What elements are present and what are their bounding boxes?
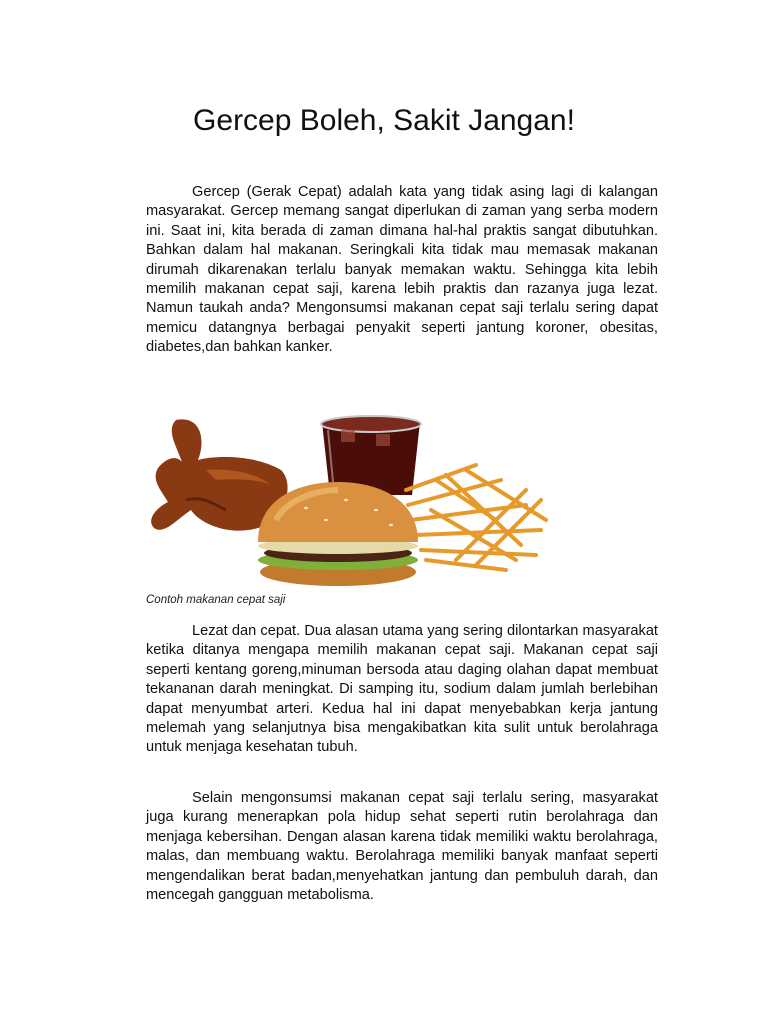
paragraph-lifestyle: Selain mengonsumsi makanan cepat saji terlalu sering, masyarakat juga kurang menerapkan pola hidup sehat seperti rutin berolahraga dan menjaga kebersihan. Dengan alasan karena tidak memiliki waktu berolahraga, malas, dan membuang waktu. Berolahraga memiliki banyak manfaat seperti mengendalikan berat badan,menyehatkan jantung dan pembuluh darah, dan mencegah gangguan metabolisma.: [146, 790, 658, 904]
french-fries-icon: [406, 465, 546, 570]
page-title: Gercep Boleh, Sakit Jangan!: [193, 104, 575, 137]
hamburger-icon: [258, 482, 418, 586]
paragraph-intro: Gercep (Gerak Cepat) adalah kata yang tidak asing lagi di kalangan masyarakat. Gercep memang sangat diperlukan di zaman yang serba modern ini. Saat ini, kita berada di zaman dimana hal-hal praktis sangat dibutuhkan. Bahkan dalam hal makanan. Seringkali kita tidak mau memasak makanan dirumah dikarenakan terlalu banyak memakan waktu. Sehingga kita lebih memilih makanan cepat saji, karena lebih praktis dan razanya juga lezat. Namun taukah anda? Mengonsumsi makanan cepat saji terlalu sering dapat memicu datangnya berbagai penyakit seperti jantung koroner, obesitas, diabetes,dan bahkan kanker.: [146, 184, 658, 356]
paragraph-reasons: Lezat dan cepat. Dua alasan utama yang sering dilontarkan masyarakat ketika ditanya mengapa memilih makanan cepat saji. Makanan cepat saji seperti kentang goreng,minuman bersoda atau daging olahan dapat membuat tekananan darah meningkat. Di samping itu, sodium dalam jumlah berlebihan dapat menyumbat arteri. Kedua hal ini dapat menyebabkan kerja jantung melemah yang selanjutnya bisa mengakibatkan kita sulit untuk berolahraga untuk menjaga kesehatan tubuh.: [146, 623, 658, 756]
fast-food-image: [146, 410, 566, 595]
figure-caption: Contoh makanan cepat saji: [146, 594, 286, 606]
